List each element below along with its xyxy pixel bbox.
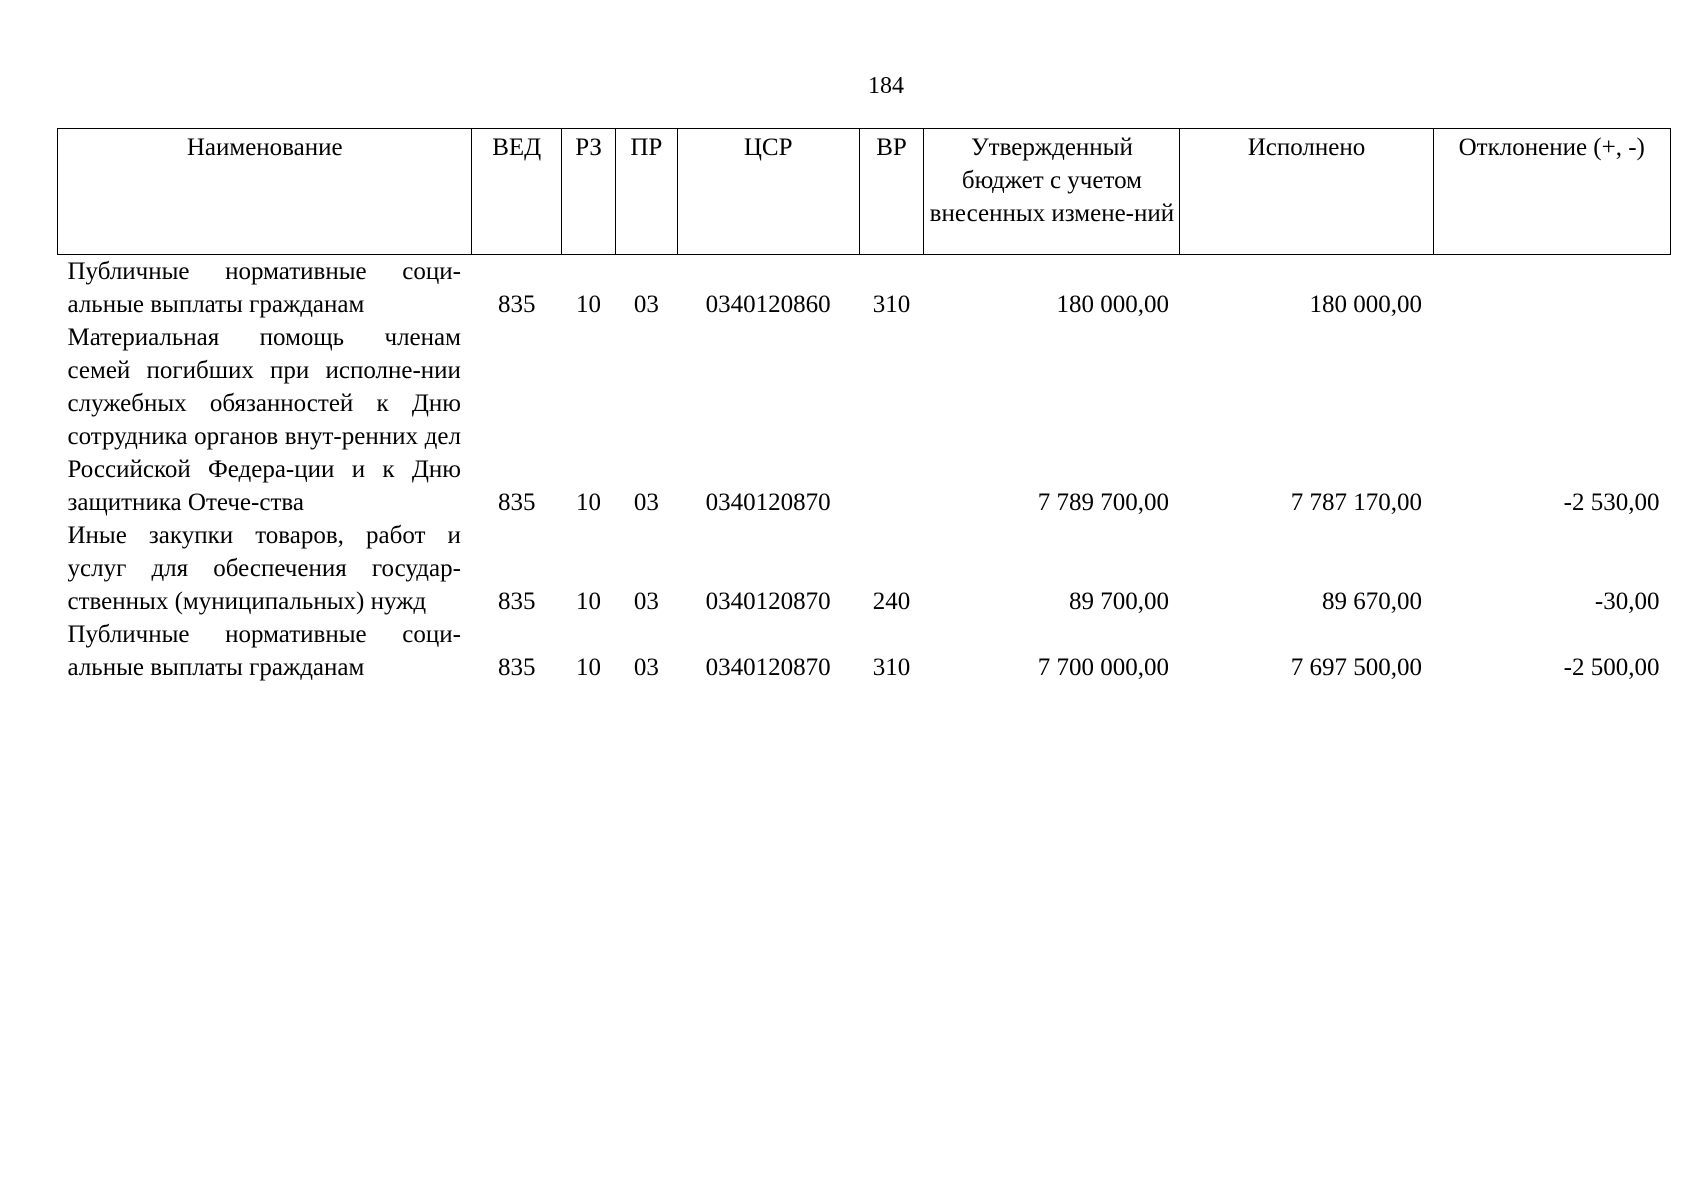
row-csr: 0340120870 (705, 489, 831, 516)
column-header-pr: ПР (616, 129, 677, 255)
row-rz: 10 (576, 291, 602, 318)
table-row (58, 255, 1671, 322)
budget-execution-table (57, 128, 1671, 684)
row-ved: 835 (497, 489, 536, 516)
page-number: 184 (868, 73, 904, 99)
row-deviation: -30,00 (1594, 588, 1660, 615)
row-rz: 10 (576, 654, 602, 681)
row-csr: 0340120870 (705, 588, 831, 615)
column-header-executed: Исполнено (1180, 129, 1433, 255)
row-deviation: -2 500,00 (1563, 654, 1660, 681)
row-ved: 835 (497, 654, 536, 681)
row-approved-budget: 7 700 000,00 (1037, 654, 1169, 681)
row-vr: 240 (872, 588, 911, 615)
row-pr: 03 (633, 291, 659, 318)
row-ved: 835 (497, 588, 536, 615)
table-row (58, 321, 1671, 519)
row-pr: 03 (633, 489, 659, 516)
row-executed: 7 697 500,00 (1290, 654, 1423, 681)
row-vr (859, 321, 924, 519)
row-vr: 310 (872, 291, 911, 318)
column-header-ved: ВЕД (472, 129, 562, 255)
row-ved: 835 (497, 291, 536, 318)
row-approved-budget: 89 700,00 (1068, 588, 1169, 615)
row-pr: 03 (633, 654, 659, 681)
row-approved-budget: 7 789 700,00 (1037, 489, 1169, 516)
row-deviation (1433, 255, 1670, 322)
table-header (58, 129, 1671, 255)
row-pr: 03 (633, 588, 659, 615)
table-row (58, 519, 1671, 618)
row-name: Иные закупки товаров, работ и услуг для обеспечения государ-ственных (муниципальных) нужд (67, 522, 461, 615)
row-executed: 89 670,00 (1322, 588, 1423, 615)
column-header-deviation: Отклонение (+, -) (1433, 129, 1670, 255)
column-header-csr: ЦСР (677, 129, 859, 255)
column-header-approved-budget: Утвержденный бюджет с учетом внесенных измене-ний (924, 129, 1180, 255)
row-rz: 10 (576, 588, 602, 615)
header-row (58, 129, 1671, 255)
row-name: Публичные нормативные соци-альные выплаты гражданам (67, 258, 461, 318)
row-executed: 180 000,00 (1309, 291, 1423, 318)
row-name: Публичные нормативные соци-альные выплаты гражданам (67, 621, 461, 681)
column-header-vr: ВР (859, 129, 924, 255)
table-row (58, 618, 1671, 684)
row-name: Материальная помощь членам семей погибших при исполне-нии служебных обязанностей к Дню сотрудника органов внут-ренних дел Российской Федера-ции и к Дню защитника Отече-ства (67, 324, 461, 516)
row-csr: 0340120860 (705, 291, 831, 318)
row-deviation: -2 530,00 (1563, 489, 1660, 516)
row-executed: 7 787 170,00 (1290, 489, 1423, 516)
row-vr: 310 (872, 654, 911, 681)
row-approved-budget: 180 000,00 (1056, 291, 1169, 318)
row-csr: 0340120870 (705, 654, 831, 681)
table-body (58, 255, 1671, 685)
column-header-rz: РЗ (561, 129, 615, 255)
row-rz: 10 (576, 489, 602, 516)
column-header-name: Наименование (58, 129, 472, 255)
